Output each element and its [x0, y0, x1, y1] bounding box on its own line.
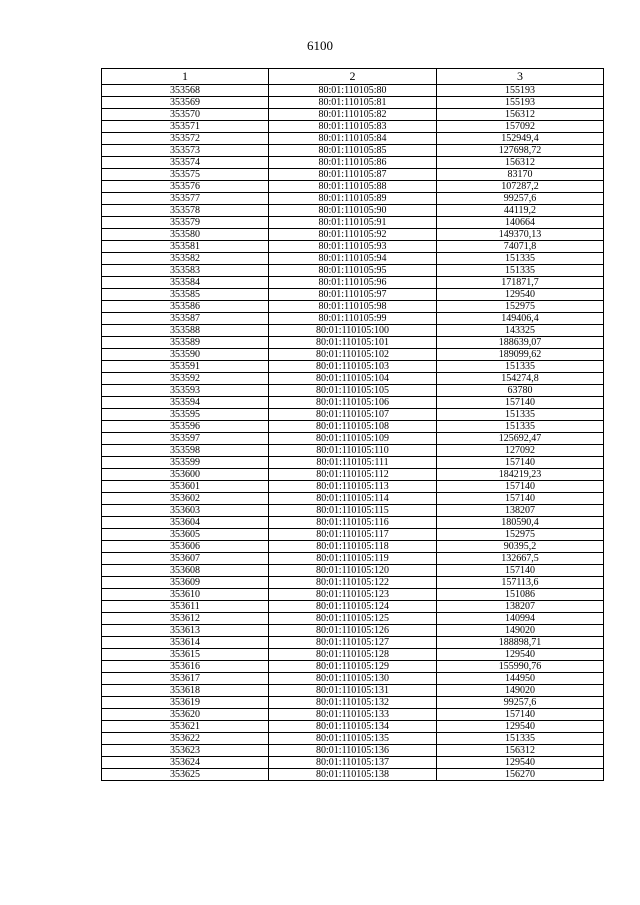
- cadastral-number-cell: 80:01:110105:116: [269, 517, 437, 529]
- row-number-cell: 353615: [102, 649, 269, 661]
- value-cell: 151335: [437, 265, 604, 277]
- row-number-cell: 353616: [102, 661, 269, 673]
- row-number-cell: 353576: [102, 181, 269, 193]
- row-number-cell: 353579: [102, 217, 269, 229]
- row-number-cell: 353577: [102, 193, 269, 205]
- table-row: [102, 349, 604, 361]
- table-row: [102, 553, 604, 565]
- value-cell: 154274,8: [437, 373, 604, 385]
- table-row: [102, 613, 604, 625]
- value-cell: 138207: [437, 601, 604, 613]
- cadastral-number-cell: 80:01:110105:101: [269, 337, 437, 349]
- table-row: [102, 241, 604, 253]
- cadastral-number-cell: 80:01:110105:105: [269, 385, 437, 397]
- cadastral-number-cell: 80:01:110105:109: [269, 433, 437, 445]
- table-row: [102, 757, 604, 769]
- table-row: [102, 133, 604, 145]
- cadastral-number-cell: 80:01:110105:114: [269, 493, 437, 505]
- cadastral-number-cell: 80:01:110105:130: [269, 673, 437, 685]
- row-number-cell: 353570: [102, 109, 269, 121]
- page-number: 6100: [307, 38, 333, 53]
- table-row: [102, 97, 604, 109]
- row-number-cell: 353620: [102, 709, 269, 721]
- cadastral-number-cell: 80:01:110105:102: [269, 349, 437, 361]
- table-header-row: [102, 69, 604, 85]
- row-number-cell: 353618: [102, 685, 269, 697]
- column-header-1: 1: [102, 69, 269, 85]
- row-number-cell: 353587: [102, 313, 269, 325]
- table-row: [102, 361, 604, 373]
- value-cell: 149020: [437, 625, 604, 637]
- table-row: [102, 169, 604, 181]
- cadastral-number-cell: 80:01:110105:85: [269, 145, 437, 157]
- table-row: [102, 529, 604, 541]
- value-cell: 129540: [437, 649, 604, 661]
- cadastral-number-cell: 80:01:110105:134: [269, 721, 437, 733]
- table-row: [102, 289, 604, 301]
- table-row: [102, 565, 604, 577]
- cadastral-number-cell: 80:01:110105:110: [269, 445, 437, 457]
- table-row: [102, 265, 604, 277]
- value-cell: 152975: [437, 529, 604, 541]
- table-row: [102, 337, 604, 349]
- row-number-cell: 353600: [102, 469, 269, 481]
- table-row: [102, 409, 604, 421]
- cadastral-number-cell: 80:01:110105:115: [269, 505, 437, 517]
- table-row: [102, 457, 604, 469]
- table-row: [102, 205, 604, 217]
- value-cell: 149370,13: [437, 229, 604, 241]
- value-cell: 143325: [437, 325, 604, 337]
- value-cell: 157140: [437, 709, 604, 721]
- cadastral-number-cell: 80:01:110105:117: [269, 529, 437, 541]
- cadastral-number-cell: 80:01:110105:122: [269, 577, 437, 589]
- cadastral-number-cell: 80:01:110105:126: [269, 625, 437, 637]
- row-number-cell: 353610: [102, 589, 269, 601]
- table-row: [102, 709, 604, 721]
- value-cell: 138207: [437, 505, 604, 517]
- table-row: [102, 217, 604, 229]
- cadastral-number-cell: 80:01:110105:94: [269, 253, 437, 265]
- value-cell: 184219,23: [437, 469, 604, 481]
- registry-table: [101, 68, 604, 781]
- row-number-cell: 353593: [102, 385, 269, 397]
- row-number-cell: 353586: [102, 301, 269, 313]
- cadastral-number-cell: 80:01:110105:136: [269, 745, 437, 757]
- value-cell: 63780: [437, 385, 604, 397]
- value-cell: 188898,71: [437, 637, 604, 649]
- row-number-cell: 353581: [102, 241, 269, 253]
- row-number-cell: 353621: [102, 721, 269, 733]
- table-row: [102, 313, 604, 325]
- table-row: [102, 181, 604, 193]
- value-cell: 155193: [437, 97, 604, 109]
- table-row: [102, 277, 604, 289]
- table-row: [102, 397, 604, 409]
- table-row: [102, 505, 604, 517]
- row-number-cell: 353574: [102, 157, 269, 169]
- cadastral-number-cell: 80:01:110105:128: [269, 649, 437, 661]
- cadastral-number-cell: 80:01:110105:99: [269, 313, 437, 325]
- table-row: [102, 301, 604, 313]
- value-cell: 155990,76: [437, 661, 604, 673]
- row-number-cell: 353584: [102, 277, 269, 289]
- value-cell: 157140: [437, 493, 604, 505]
- row-number-cell: 353589: [102, 337, 269, 349]
- table-row: [102, 769, 604, 781]
- cadastral-number-cell: 80:01:110105:100: [269, 325, 437, 337]
- row-number-cell: 353623: [102, 745, 269, 757]
- cadastral-number-cell: 80:01:110105:124: [269, 601, 437, 613]
- row-number-cell: 353603: [102, 505, 269, 517]
- table-row: [102, 541, 604, 553]
- value-cell: 149020: [437, 685, 604, 697]
- table-row: [102, 433, 604, 445]
- row-number-cell: 353607: [102, 553, 269, 565]
- table-row: [102, 517, 604, 529]
- cadastral-number-cell: 80:01:110105:87: [269, 169, 437, 181]
- cadastral-number-cell: 80:01:110105:129: [269, 661, 437, 673]
- cadastral-number-cell: 80:01:110105:80: [269, 85, 437, 97]
- cadastral-number-cell: 80:01:110105:90: [269, 205, 437, 217]
- cadastral-number-cell: 80:01:110105:135: [269, 733, 437, 745]
- value-cell: 151335: [437, 361, 604, 373]
- cadastral-number-cell: 80:01:110105:82: [269, 109, 437, 121]
- cadastral-number-cell: 80:01:110105:111: [269, 457, 437, 469]
- value-cell: 144950: [437, 673, 604, 685]
- row-number-cell: 353578: [102, 205, 269, 217]
- table-row: [102, 85, 604, 97]
- row-number-cell: 353575: [102, 169, 269, 181]
- cadastral-number-cell: 80:01:110105:123: [269, 589, 437, 601]
- value-cell: 44119,2: [437, 205, 604, 217]
- row-number-cell: 353617: [102, 673, 269, 685]
- value-cell: 129540: [437, 757, 604, 769]
- cadastral-number-cell: 80:01:110105:96: [269, 277, 437, 289]
- cadastral-number-cell: 80:01:110105:113: [269, 481, 437, 493]
- table-row: [102, 373, 604, 385]
- value-cell: 157140: [437, 565, 604, 577]
- value-cell: 157113,6: [437, 577, 604, 589]
- value-cell: 107287,2: [437, 181, 604, 193]
- table-row: [102, 661, 604, 673]
- row-number-cell: 353588: [102, 325, 269, 337]
- cadastral-number-cell: 80:01:110105:107: [269, 409, 437, 421]
- value-cell: 125692,47: [437, 433, 604, 445]
- value-cell: 127092: [437, 445, 604, 457]
- row-number-cell: 353614: [102, 637, 269, 649]
- table-row: [102, 673, 604, 685]
- row-number-cell: 353568: [102, 85, 269, 97]
- value-cell: 189099,62: [437, 349, 604, 361]
- value-cell: 99257,6: [437, 697, 604, 709]
- row-number-cell: 353604: [102, 517, 269, 529]
- table-row: [102, 469, 604, 481]
- cadastral-number-cell: 80:01:110105:137: [269, 757, 437, 769]
- table-row: [102, 493, 604, 505]
- value-cell: 90395,2: [437, 541, 604, 553]
- table-row: [102, 325, 604, 337]
- row-number-cell: 353592: [102, 373, 269, 385]
- table-row: [102, 601, 604, 613]
- cadastral-number-cell: 80:01:110105:83: [269, 121, 437, 133]
- value-cell: 83170: [437, 169, 604, 181]
- table-row: [102, 229, 604, 241]
- value-cell: 188639,07: [437, 337, 604, 349]
- row-number-cell: 353595: [102, 409, 269, 421]
- row-number-cell: 353569: [102, 97, 269, 109]
- cadastral-number-cell: 80:01:110105:108: [269, 421, 437, 433]
- table-row: [102, 637, 604, 649]
- cadastral-number-cell: 80:01:110105:106: [269, 397, 437, 409]
- value-cell: 156312: [437, 109, 604, 121]
- row-number-cell: 353599: [102, 457, 269, 469]
- row-number-cell: 353625: [102, 769, 269, 781]
- table-row: [102, 157, 604, 169]
- value-cell: 132667,5: [437, 553, 604, 565]
- value-cell: 151086: [437, 589, 604, 601]
- value-cell: 129540: [437, 289, 604, 301]
- cadastral-number-cell: 80:01:110105:132: [269, 697, 437, 709]
- value-cell: 151335: [437, 733, 604, 745]
- cadastral-number-cell: 80:01:110105:104: [269, 373, 437, 385]
- table-row: [102, 445, 604, 457]
- value-cell: 151335: [437, 421, 604, 433]
- row-number-cell: 353585: [102, 289, 269, 301]
- table-row: [102, 121, 604, 133]
- table-row: [102, 253, 604, 265]
- row-number-cell: 353580: [102, 229, 269, 241]
- row-number-cell: 353606: [102, 541, 269, 553]
- table-row: [102, 721, 604, 733]
- table-row: [102, 745, 604, 757]
- value-cell: 152949,4: [437, 133, 604, 145]
- row-number-cell: 353605: [102, 529, 269, 541]
- row-number-cell: 353619: [102, 697, 269, 709]
- row-number-cell: 353590: [102, 349, 269, 361]
- table-row: [102, 589, 604, 601]
- row-number-cell: 353622: [102, 733, 269, 745]
- cadastral-number-cell: 80:01:110105:89: [269, 193, 437, 205]
- value-cell: 157140: [437, 457, 604, 469]
- value-cell: 129540: [437, 721, 604, 733]
- cadastral-number-cell: 80:01:110105:97: [269, 289, 437, 301]
- row-number-cell: 353601: [102, 481, 269, 493]
- table-row: [102, 577, 604, 589]
- value-cell: 151335: [437, 409, 604, 421]
- row-number-cell: 353583: [102, 265, 269, 277]
- table-row: [102, 649, 604, 661]
- cadastral-number-cell: 80:01:110105:125: [269, 613, 437, 625]
- table-row: [102, 625, 604, 637]
- value-cell: 156270: [437, 769, 604, 781]
- table-row: [102, 481, 604, 493]
- table-row: [102, 145, 604, 157]
- value-cell: 157140: [437, 481, 604, 493]
- cadastral-number-cell: 80:01:110105:86: [269, 157, 437, 169]
- value-cell: 127698,72: [437, 145, 604, 157]
- value-cell: 152975: [437, 301, 604, 313]
- cadastral-number-cell: 80:01:110105:93: [269, 241, 437, 253]
- cadastral-number-cell: 80:01:110105:92: [269, 229, 437, 241]
- cadastral-number-cell: 80:01:110105:127: [269, 637, 437, 649]
- row-number-cell: 353597: [102, 433, 269, 445]
- row-number-cell: 353591: [102, 361, 269, 373]
- row-number-cell: 353571: [102, 121, 269, 133]
- value-cell: 151335: [437, 253, 604, 265]
- row-number-cell: 353594: [102, 397, 269, 409]
- value-cell: 140994: [437, 613, 604, 625]
- cadastral-number-cell: 80:01:110105:81: [269, 97, 437, 109]
- value-cell: 157092: [437, 121, 604, 133]
- cadastral-number-cell: 80:01:110105:95: [269, 265, 437, 277]
- cadastral-number-cell: 80:01:110105:84: [269, 133, 437, 145]
- value-cell: 149406,4: [437, 313, 604, 325]
- value-cell: 180590,4: [437, 517, 604, 529]
- column-header-2: 2: [269, 69, 437, 85]
- value-cell: 156312: [437, 157, 604, 169]
- table-row: [102, 685, 604, 697]
- row-number-cell: 353611: [102, 601, 269, 613]
- cadastral-number-cell: 80:01:110105:120: [269, 565, 437, 577]
- cadastral-number-cell: 80:01:110105:131: [269, 685, 437, 697]
- row-number-cell: 353582: [102, 253, 269, 265]
- row-number-cell: 353573: [102, 145, 269, 157]
- column-header-3: 3: [437, 69, 604, 85]
- table-row: [102, 193, 604, 205]
- row-number-cell: 353596: [102, 421, 269, 433]
- table-row: [102, 697, 604, 709]
- cadastral-number-cell: 80:01:110105:91: [269, 217, 437, 229]
- value-cell: 157140: [437, 397, 604, 409]
- table-row: [102, 385, 604, 397]
- row-number-cell: 353608: [102, 565, 269, 577]
- row-number-cell: 353598: [102, 445, 269, 457]
- table-row: [102, 421, 604, 433]
- cadastral-number-cell: 80:01:110105:88: [269, 181, 437, 193]
- cadastral-number-cell: 80:01:110105:118: [269, 541, 437, 553]
- cadastral-number-cell: 80:01:110105:112: [269, 469, 437, 481]
- table-row: [102, 733, 604, 745]
- row-number-cell: 353613: [102, 625, 269, 637]
- value-cell: 171871,7: [437, 277, 604, 289]
- table-row: [102, 109, 604, 121]
- value-cell: 155193: [437, 85, 604, 97]
- value-cell: 99257,6: [437, 193, 604, 205]
- row-number-cell: 353612: [102, 613, 269, 625]
- value-cell: 140664: [437, 217, 604, 229]
- value-cell: 156312: [437, 745, 604, 757]
- cadastral-number-cell: 80:01:110105:119: [269, 553, 437, 565]
- table-body: [102, 85, 604, 781]
- cadastral-number-cell: 80:01:110105:138: [269, 769, 437, 781]
- row-number-cell: 353624: [102, 757, 269, 769]
- cadastral-number-cell: 80:01:110105:98: [269, 301, 437, 313]
- cadastral-number-cell: 80:01:110105:133: [269, 709, 437, 721]
- row-number-cell: 353602: [102, 493, 269, 505]
- row-number-cell: 353572: [102, 133, 269, 145]
- value-cell: 74071,8: [437, 241, 604, 253]
- row-number-cell: 353609: [102, 577, 269, 589]
- cadastral-number-cell: 80:01:110105:103: [269, 361, 437, 373]
